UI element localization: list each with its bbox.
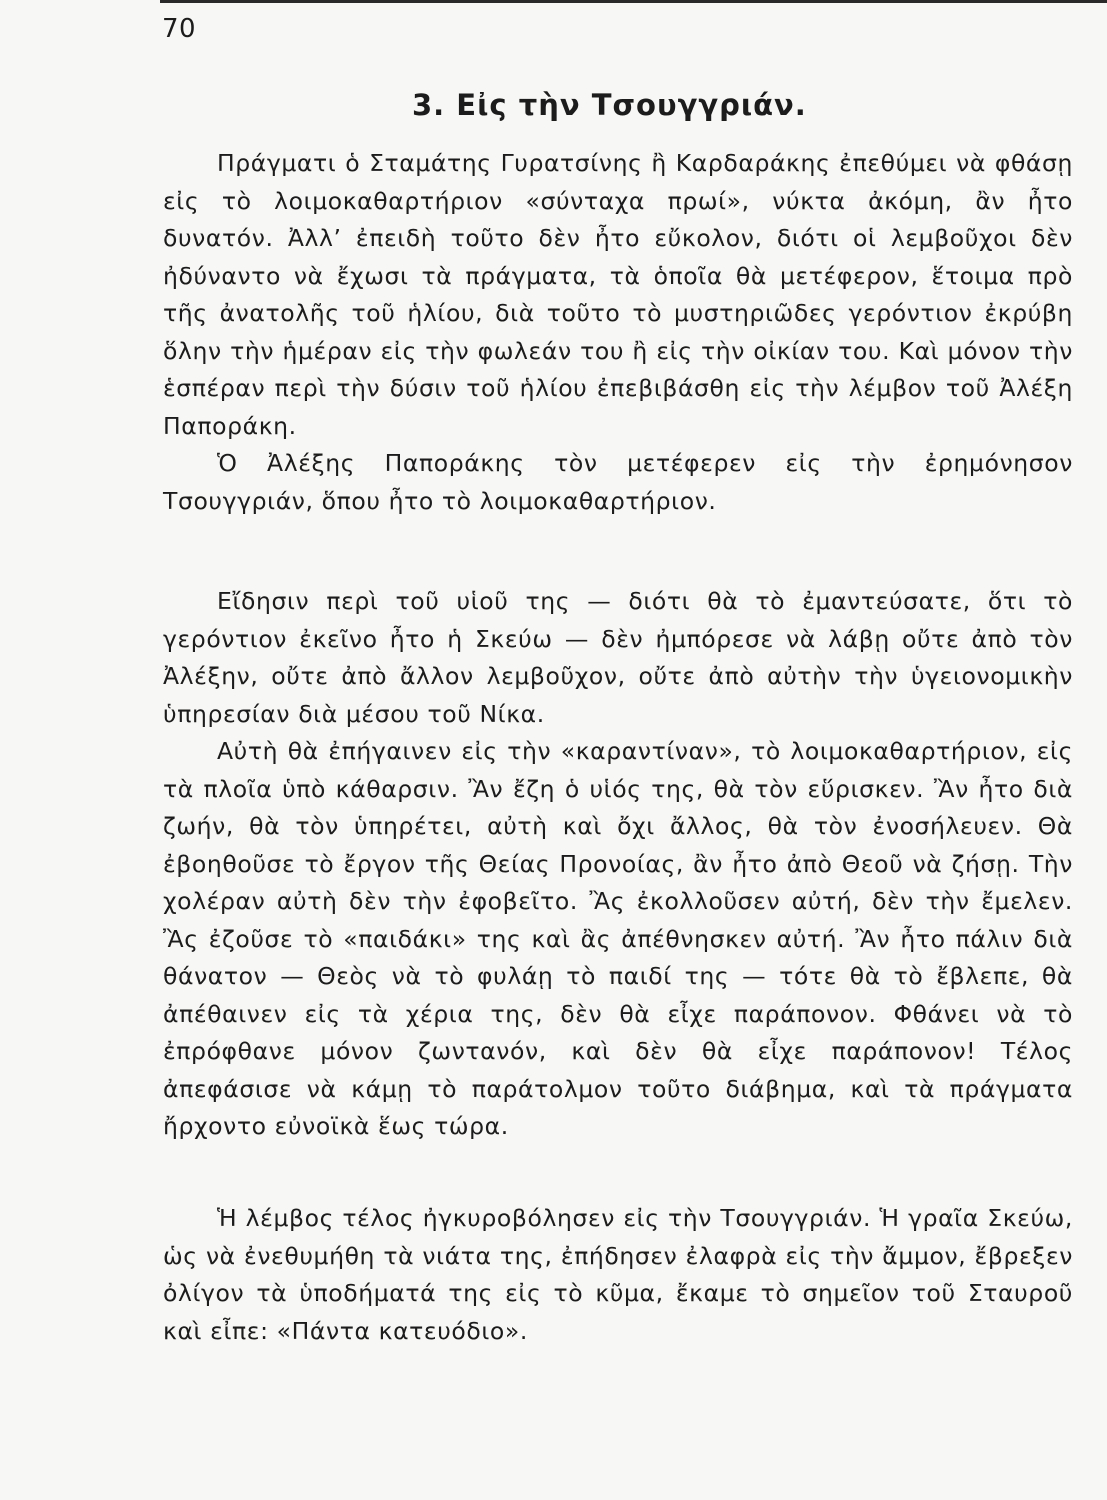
text-block-2: [163, 583, 1073, 1146]
paragraph: Εἴδησιν περὶ τοῦ υἱοῦ της — διότι θὰ τὸ ἐμαντεύσατε, ὅτι τὸ γερόντιον ἐκεῖνο ἦτο ἡ Σκεύω — δὲν ἠμπόρεσε νὰ λάβῃ οὔτε ἀπὸ τὸν Ἀλέξην, οὔτε ἀπὸ ἄλλον λεμβοῦχον, οὔτε ἀπὸ αὐτὴν τὴν ὑγειονομικὴν ὑπηρεσίαν διὰ μέσου τοῦ Νίκα.: [163, 587, 1073, 728]
paragraph: Ἡ λέμβος τέλος ἠγκυροβόλησεν εἰς τὴν Τσουγγριάν. Ἡ γραῖα Σκεύω, ὡς νὰ ἐνεθυμήθη τὰ νιάτα της, ἐπήδησεν ἐλαφρὰ εἰς τὴν ἄμμον, ἔβρεξεν ὀλίγον τὰ ὑποδήματά της εἰς τὸ κῦμα, ἔκαμε τὸ σημεῖον τοῦ Σταυροῦ καὶ εἶπε: «Πάντα κατευόδιο».: [163, 1204, 1073, 1345]
text-block-3: [163, 1200, 1073, 1350]
paragraph: Αὐτὴ θὰ ἐπήγαινεν εἰς τὴν «καραντίναν», τὸ λοιμοκαθαρτήριον, εἰς τὰ πλοῖα ὑπὸ κάθαρσιν. Ἂν ἔζη ὁ υἱός της, θὰ τὸν εὕρισκεν. Ἂν ἦτο διὰ ζωήν, θὰ τὸν ὑπηρέτει, αὐτὴ καὶ ὄχι ἄλλος, θὰ τὸν ἐνοσήλευεν. Θὰ ἐβοηθοῦσε τὸ ἔργον τῆς Θείας Προνοίας, ἂν ἦτο ἀπὸ Θεοῦ νὰ ζήσῃ. Τὴν χολέραν αὐτὴ δὲν τὴν ἐφοβεῖτο. Ἂς ἐκολλοῦσεν αὐτή, δὲν τὴν ἔμελεν. Ἂς ἐζοῦσε τὸ «παιδάκι» της καὶ ἂς ἀπέθνησκεν αὐτή. Ἂν ἦτο πάλιν διὰ θάνατον — Θεὸς νὰ τὸ φυλάῃ τὸ παιδί της — τότε θὰ τὸ ἔβλεπε, θὰ ἀπέθαινεν εἰς τὰ χέρια της, δὲν θὰ εἶχε παράπονον. Φθάνει νὰ τὸ ἐπρόφθανε μόνον ζωντανόν, καὶ δὲν θὰ εἶχε παράπονον! Τέλος ἀπεφάσισε νὰ κάμῃ τὸ παράτολμον τοῦτο διάβημα, καὶ τὰ πράγματα ἤρχοντο εὐνοϊκὰ ἕως τώρα.: [163, 737, 1073, 1140]
text-block-1: [163, 145, 1073, 520]
page-number: 70: [162, 14, 197, 44]
top-rule: [160, 0, 1107, 3]
chapter-title: 3. Εἰς τὴν Τσουγγριάν.: [412, 88, 807, 122]
paragraph: Ὁ Ἀλέξης Παποράκης τὸν μετέφερεν εἰς τὴν ἐρημόνησον Τσουγγριάν, ὅπου ἦτο τὸ λοιμοκαθαρτήριον.: [163, 449, 1073, 515]
paragraph: Πράγματι ὁ Σταμάτης Γυρατσίνης ἢ Καρδαράκης ἐπεθύμει νὰ φθάσῃ εἰς τὸ λοιμοκαθαρτήριον «σύνταχα πρωί», νύκτα ἀκόμη, ἂν ἦτο δυνατόν. Ἀλλ’ ἐπειδὴ τοῦτο δὲν ἦτο εὔκολον, διότι οἱ λεμβοῦχοι δὲν ἠδύναντο νὰ ἔχωσι τὰ πράγματα, τὰ ὁποῖα θὰ μετέφερον, ἕτοιμα πρὸ τῆς ἀνατολῆς τοῦ ἡλίου, διὰ τοῦτο τὸ μυστηριῶδες γερόντιον ἐκρύβη ὅλην τὴν ἡμέραν εἰς τὴν φωλεάν του ἢ εἰς τὴν οἰκίαν του. Καὶ μόνον τὴν ἑσπέραν περὶ τὴν δύσιν τοῦ ἡλίου ἐπεβιβάσθη εἰς τὴν λέμβον τοῦ Ἀλέξη Παποράκη.: [163, 149, 1073, 440]
